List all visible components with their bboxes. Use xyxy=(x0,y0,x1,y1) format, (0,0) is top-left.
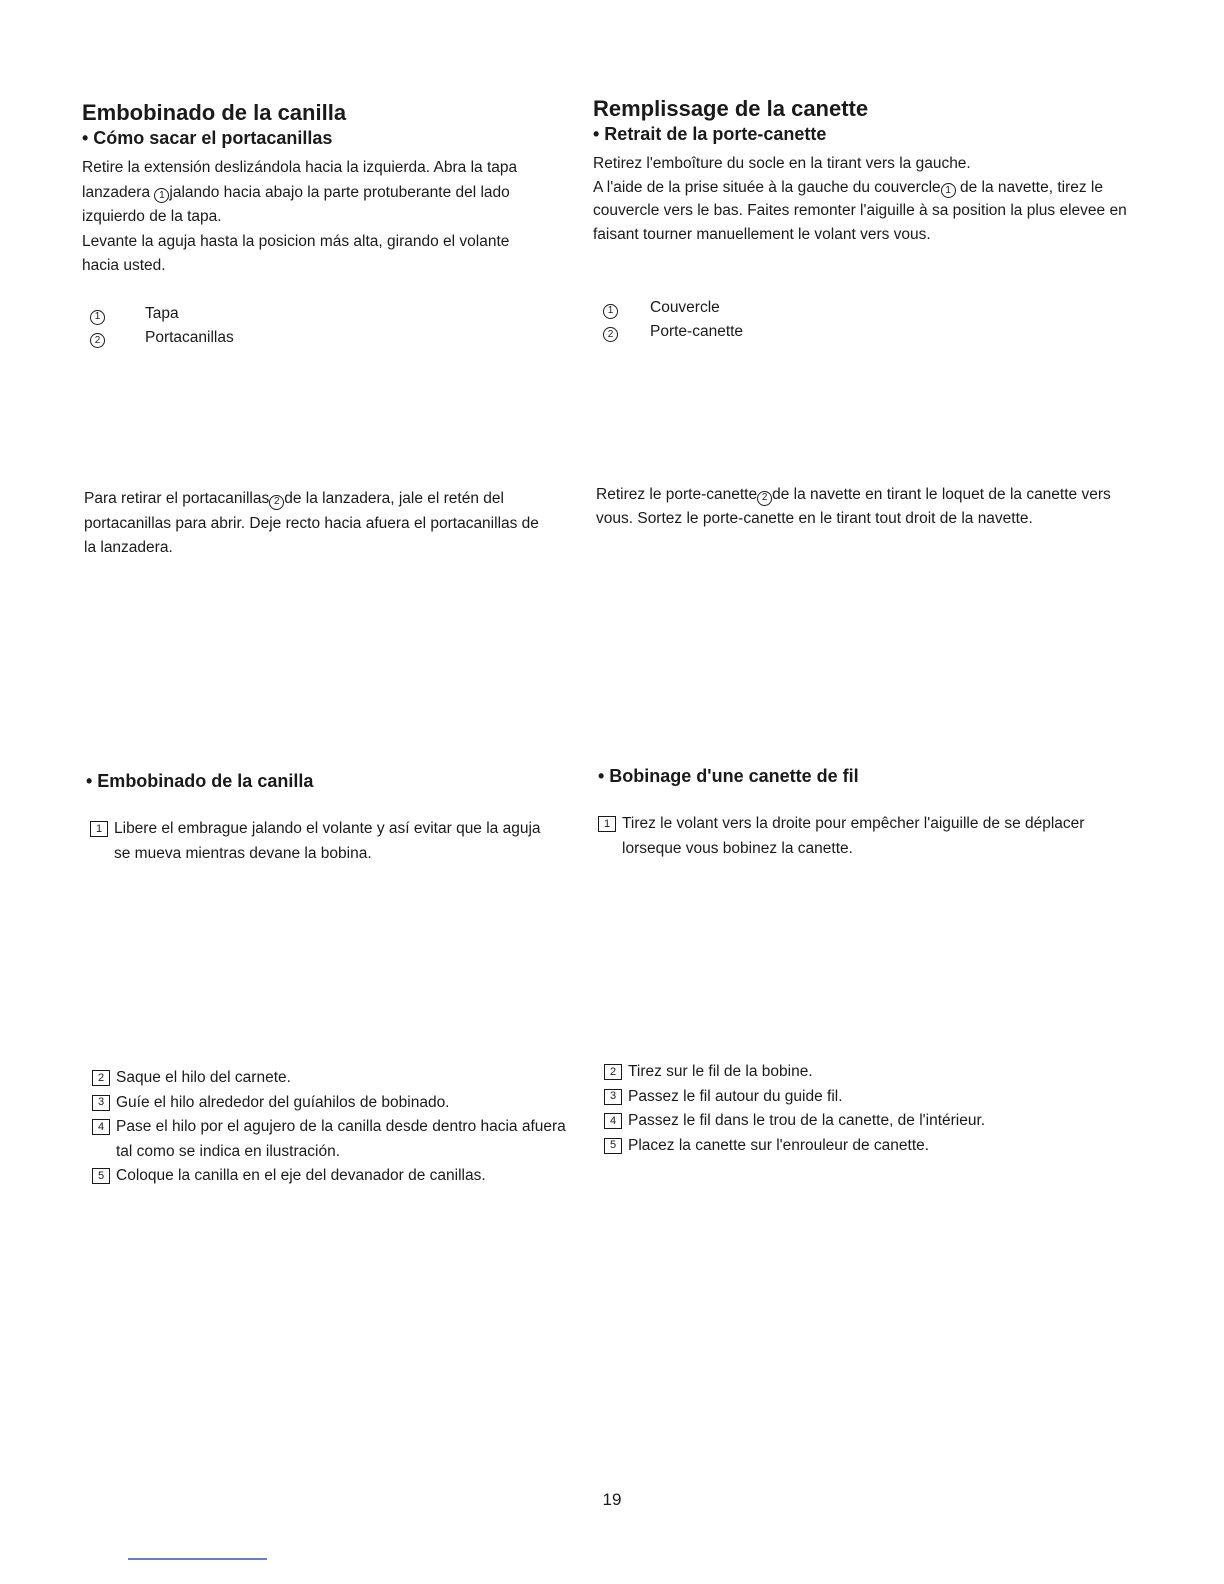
step-number-icon: 2 xyxy=(92,1070,110,1086)
step-item xyxy=(604,1060,1104,1085)
step-number-icon: 5 xyxy=(604,1138,622,1154)
step-item xyxy=(92,1066,582,1091)
step-number-icon: 5 xyxy=(92,1168,110,1184)
right-intro xyxy=(593,152,1138,246)
right-intro-c: de la navette, tirez le couvercle vers le bas. Faites remonter l'aiguille à sa position la plus elevee en faisant tourner manuellement le volant vers vous. xyxy=(593,178,1127,243)
left-intro-c: Levante la aguja hasta la posicion más alta, girando el volante hacia usted. xyxy=(82,232,510,274)
step-number-icon: 1 xyxy=(90,821,108,837)
step-text: Guíe el hilo alrededor del guíahilos de bobinado. xyxy=(116,1093,450,1111)
legend-label: Porte-canette xyxy=(650,322,744,340)
callout-1-icon: 1 xyxy=(154,188,169,203)
left-step1 xyxy=(90,817,545,866)
callout-2-icon: 2 xyxy=(90,333,105,348)
step-number-icon: 3 xyxy=(604,1089,622,1105)
right-subtitle: • Retrait de la porte-canette xyxy=(593,124,827,144)
right-title: Remplissage de la canette xyxy=(593,96,869,121)
step-item xyxy=(92,1115,582,1164)
step-number-icon: 4 xyxy=(92,1119,110,1135)
left-intro xyxy=(82,156,522,279)
left-para2-a: Para retirar el portacanillas xyxy=(84,490,270,507)
left-section2-title: • Embobinado de la canilla xyxy=(86,771,314,791)
step-text: Pase el hilo por el agujero de la canilla desde dentro hacia afuera tal como se indica en ilustración. xyxy=(116,1118,566,1160)
step-item xyxy=(604,1134,1104,1159)
callout-2-icon: 2 xyxy=(757,491,772,506)
step-text: Passez le fil dans le trou de la canette, de l'intérieur. xyxy=(628,1112,986,1129)
callout-1-icon: 1 xyxy=(90,310,105,325)
step-text: Saque el hilo del carnete. xyxy=(116,1069,291,1086)
callout-2-icon: 2 xyxy=(603,327,618,342)
right-section2 xyxy=(598,766,859,787)
step-text: Tirez le volant vers la droite pour empêcher l'aiguille de se déplacer lorseque vous bobinez la canette. xyxy=(622,815,1085,857)
right-step1 xyxy=(598,812,1098,861)
left-intro-b: jalando hacia abajo la parte protuberante del lado izquierdo de la tapa. xyxy=(82,183,510,225)
legend-label: Tapa xyxy=(145,305,179,322)
step-item xyxy=(92,1091,582,1116)
right-section2-title: • Bobinage d'une canette de fil xyxy=(598,766,859,786)
right-legend xyxy=(603,296,743,343)
callout-1-icon: 1 xyxy=(603,304,618,319)
step-text: Coloque la canilla en el eje del devanador de canillas. xyxy=(116,1167,486,1184)
right-steps xyxy=(604,1060,1104,1158)
right-para2-a: Retirez le porte-canette xyxy=(596,486,758,503)
step-text: Tirez sur le fil de la bobine. xyxy=(628,1063,813,1080)
legend-label: Portacanillas xyxy=(145,328,234,346)
left-para2 xyxy=(84,487,554,561)
right-intro-b: A l'aide de la prise située à la gauche du couvercle xyxy=(593,178,941,196)
callout-1-icon: 1 xyxy=(941,183,956,198)
legend-item xyxy=(90,326,234,350)
left-intro-a: Retire la extensión deslizándola hacia la izquierda. Abra la tapa lanzadera xyxy=(82,159,518,201)
step-number-icon: 1 xyxy=(598,816,616,832)
left-header xyxy=(82,100,582,149)
step-number-icon: 3 xyxy=(92,1095,110,1111)
legend-item xyxy=(603,320,743,344)
step-item xyxy=(604,1085,1104,1110)
right-header xyxy=(593,96,1138,145)
legend-label: Couvercle xyxy=(650,299,720,316)
left-para2-b: de la lanzadera, jale el retén del portacanillas para abrir. Deje recto hacia afuera el portacanillas de la lanzadera. xyxy=(84,490,539,556)
legend-item xyxy=(603,296,743,320)
step-number-icon: 2 xyxy=(604,1064,622,1080)
left-legend xyxy=(90,302,234,349)
right-intro-a: Retirez l'emboîture du socle en la tirant vers la gauche. xyxy=(593,155,971,172)
step-text: Placez la canette sur l'enrouleur de canette. xyxy=(628,1136,930,1154)
left-section2 xyxy=(86,771,313,792)
footer-rule xyxy=(128,1558,267,1560)
left-title: Embobinado de la canilla xyxy=(82,100,347,125)
step-text: Libere el embrague jalando el volante y así evitar que la aguja se mueva mientras devane la bobina. xyxy=(114,820,541,862)
callout-2-icon: 2 xyxy=(269,495,284,510)
left-steps xyxy=(92,1066,582,1189)
right-para2-b: de la navette en tirant le loquet de la canette vers vous. Sortez le porte-canette en le tirant tout droit de la navette. xyxy=(596,486,1111,527)
step-item xyxy=(92,1164,582,1189)
right-para2 xyxy=(596,483,1141,530)
step-text: Passez le fil autour du guide fil. xyxy=(628,1087,843,1105)
step-item xyxy=(604,1109,1104,1134)
step-number-icon: 4 xyxy=(604,1113,622,1129)
left-subtitle: • Cómo sacar el portacanillas xyxy=(82,128,333,148)
legend-item xyxy=(90,302,234,326)
page-number: 19 xyxy=(602,1490,622,1509)
